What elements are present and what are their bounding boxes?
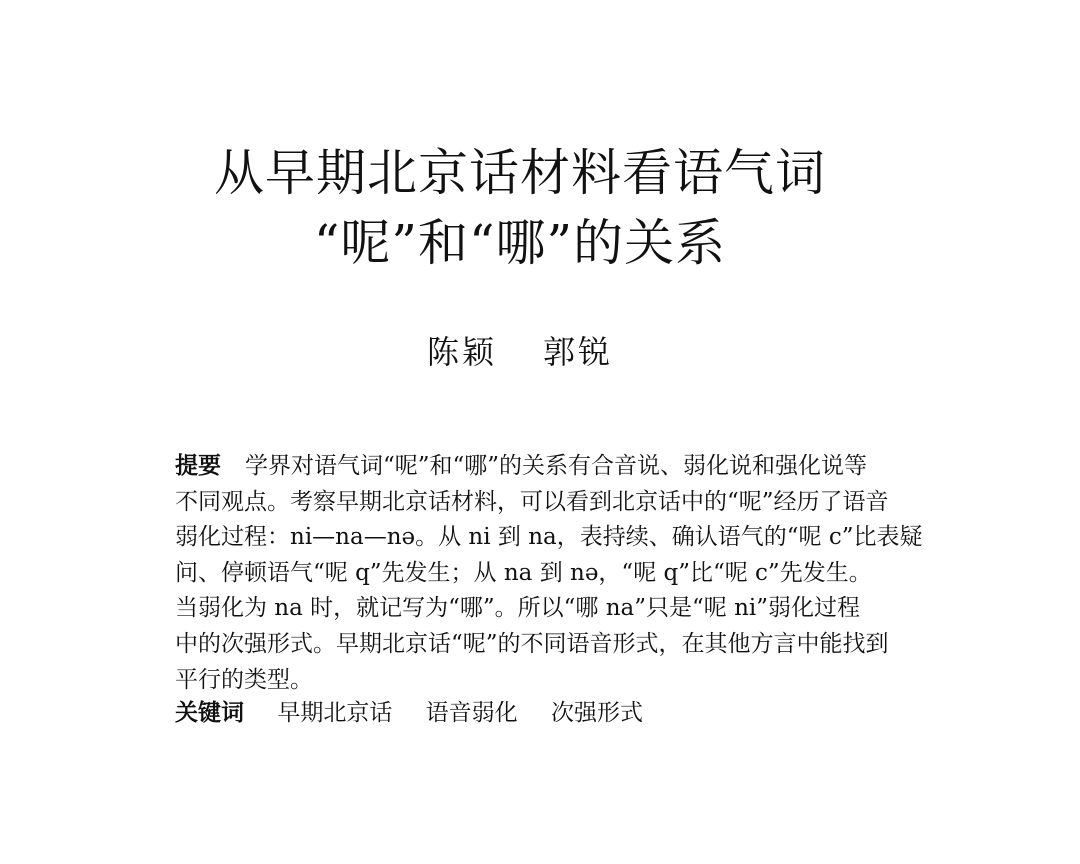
abstract-line: 弱化过程：ni—na—nə。从 ni 到 na，表持续、确认语气的“呢 c”比表疑 (175, 524, 923, 551)
keyword: 语音弱化 (425, 700, 518, 726)
author-name: 陈颖 (426, 333, 497, 371)
keyword: 次强形式 (550, 700, 643, 726)
abstract-line: 当弱化为 na 时，就记写为“哪”。所以“哪 na”只是“呢 ni”弱化过程 (175, 595, 861, 622)
keyword: 早期北京话 (277, 700, 393, 726)
title-line-1: 从早期北京话材料看语气词 (214, 144, 826, 202)
author-name: 郭锐 (543, 333, 614, 371)
abstract-text: 学界对语气词“呢”和“哪”的关系有合音说、弱化说和强化说等 (245, 453, 868, 479)
keywords-label: 关键词 (175, 700, 244, 726)
abstract-line (175, 449, 935, 485)
abstract-line: 中的次强形式。早期北京话“呢”的不同语音形式，在其他方言中能找到 (175, 630, 889, 657)
author-list (0, 330, 1040, 374)
keywords-section (175, 696, 643, 731)
abstract-section (175, 449, 935, 698)
abstract-label: 提要 (175, 453, 221, 479)
title-line-2: “呢”和“哪”的关系 (313, 214, 727, 272)
abstract-line: 平行的类型。 (175, 666, 313, 693)
abstract-line: 问、停顿语气“呢 q”先发生；从 na 到 nə，“呢 q”比“呢 c”先发生。 (175, 559, 872, 586)
abstract-line: 不同观点。考察早期北京话材料，可以看到北京话中的“呢”经历了语音 (175, 488, 889, 515)
